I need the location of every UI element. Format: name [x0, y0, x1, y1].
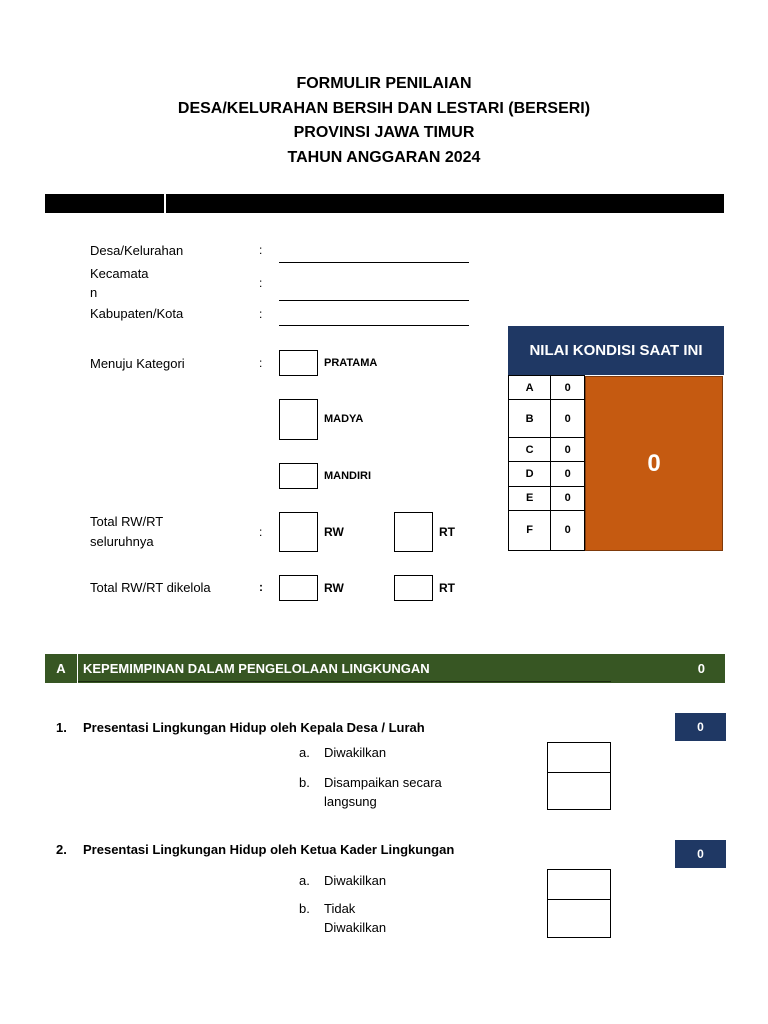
desa-label: Desa/Kelurahan	[90, 243, 184, 258]
q1-option-b-checkbox[interactable]	[547, 772, 611, 810]
grade-row	[509, 462, 585, 486]
grade-letter: A	[509, 376, 551, 400]
total-rw-label: RW	[324, 525, 344, 539]
dikelola-rt-input[interactable]	[394, 575, 433, 601]
grade-row	[509, 510, 585, 550]
q2-option-b-label-2: Diwakilkan	[324, 920, 387, 935]
total-dikelola-colon: :	[259, 580, 263, 594]
grade-letter: E	[509, 486, 551, 510]
q1-option-a-checkbox[interactable]	[547, 742, 611, 773]
section-score: 0	[697, 661, 705, 676]
grade-row	[509, 376, 585, 400]
q2-option-b-label-1: Tidak	[324, 901, 356, 916]
dikelola-rw-label: RW	[324, 581, 344, 595]
header-divider-bar	[45, 194, 724, 213]
kabupaten-field[interactable]	[279, 325, 469, 326]
grade-row	[509, 486, 585, 510]
q2-option-b-checkbox[interactable]	[547, 899, 611, 938]
grade-value: 0	[551, 438, 585, 462]
grade-value: 0	[551, 376, 585, 400]
q2-option-a-letter: a.	[299, 873, 310, 888]
form-title	[0, 72, 768, 170]
section-title: KEPEMIMPINAN DALAM PENGELOLAAN LINGKUNGAN	[83, 661, 430, 676]
total-rw-input[interactable]	[279, 512, 318, 552]
menuju-colon: :	[259, 356, 263, 370]
dikelola-rt-label: RT	[439, 581, 455, 595]
madya-label: MADYA	[324, 413, 364, 425]
nilai-kondisi-header: NILAI KONDISI SAAT INI	[508, 326, 724, 375]
total-rt-input[interactable]	[394, 512, 433, 552]
total-rwrt-label-1: Total RW/RT	[90, 514, 164, 529]
kecamatan-label-1: Kecamata	[90, 266, 149, 281]
title-line-3: PROVINSI JAWA TIMUR	[293, 124, 475, 141]
q1-option-b-letter: b.	[299, 775, 310, 790]
grade-table	[508, 375, 585, 551]
total-rwrt-label-2: seluruhnya	[90, 534, 154, 549]
q2-option-b-letter: b.	[299, 901, 310, 916]
section-underline	[78, 681, 611, 682]
grade-value: 0	[551, 462, 585, 486]
pratama-label: PRATAMA	[324, 357, 378, 369]
grade-value: 0	[551, 400, 585, 438]
dikelola-rw-input[interactable]	[279, 575, 318, 601]
q2-option-a-label: Diwakilkan	[324, 873, 387, 888]
question-1-number: 1.	[56, 720, 67, 735]
pratama-checkbox[interactable]	[279, 350, 318, 376]
mandiri-checkbox[interactable]	[279, 463, 318, 489]
total-score-display: 0	[585, 376, 723, 551]
section-a-header	[45, 654, 725, 683]
title-line-2: DESA/KELURAHAN BERSIH DAN LESTARI (BERSERI)	[177, 99, 591, 117]
q1-option-b-label-1: Disampaikan secara	[324, 775, 442, 790]
kabupaten-colon: :	[259, 307, 263, 321]
kecamatan-colon: :	[259, 276, 263, 290]
bar-separator	[164, 194, 166, 213]
kecamatan-label-2: n	[90, 285, 98, 300]
q1-option-a-letter: a.	[299, 745, 310, 760]
q1-option-a-label: Diwakilkan	[324, 745, 387, 760]
grade-value: 0	[551, 510, 585, 550]
total-dikelola-label: Total RW/RT dikelola	[90, 580, 211, 595]
kabupaten-label: Kabupaten/Kota	[90, 306, 184, 321]
total-rwrt-colon: :	[259, 525, 263, 539]
grade-value: 0	[551, 486, 585, 510]
grade-letter: C	[509, 438, 551, 462]
kecamatan-field[interactable]	[279, 300, 469, 301]
q2-option-a-checkbox[interactable]	[547, 869, 611, 900]
grade-letter: B	[509, 400, 551, 438]
title-line-1: FORMULIR PENILAIAN	[296, 75, 472, 92]
question-2-number: 2.	[56, 842, 67, 857]
grade-row	[509, 400, 585, 438]
question-1-score: 0	[675, 713, 726, 741]
question-1-text: Presentasi Lingkungan Hidup oleh Kepala Desa / Lurah	[83, 720, 425, 735]
grade-row	[509, 438, 585, 462]
q1-option-b-label-2: langsung	[324, 794, 377, 809]
desa-colon: :	[259, 243, 263, 257]
title-line-4: TAHUN ANGGARAN 2024	[287, 148, 481, 166]
grade-letter: D	[509, 462, 551, 486]
mandiri-label: MANDIRI	[324, 470, 372, 482]
madya-checkbox[interactable]	[279, 399, 318, 440]
desa-field[interactable]	[279, 262, 469, 263]
grade-letter: F	[509, 510, 551, 550]
section-letter: A	[45, 654, 78, 683]
total-rt-label: RT	[439, 525, 455, 539]
question-2-text: Presentasi Lingkungan Hidup oleh Ketua Kader Lingkungan	[83, 842, 455, 857]
menuju-kategori-label: Menuju Kategori	[90, 356, 185, 371]
question-2-score: 0	[675, 840, 726, 868]
